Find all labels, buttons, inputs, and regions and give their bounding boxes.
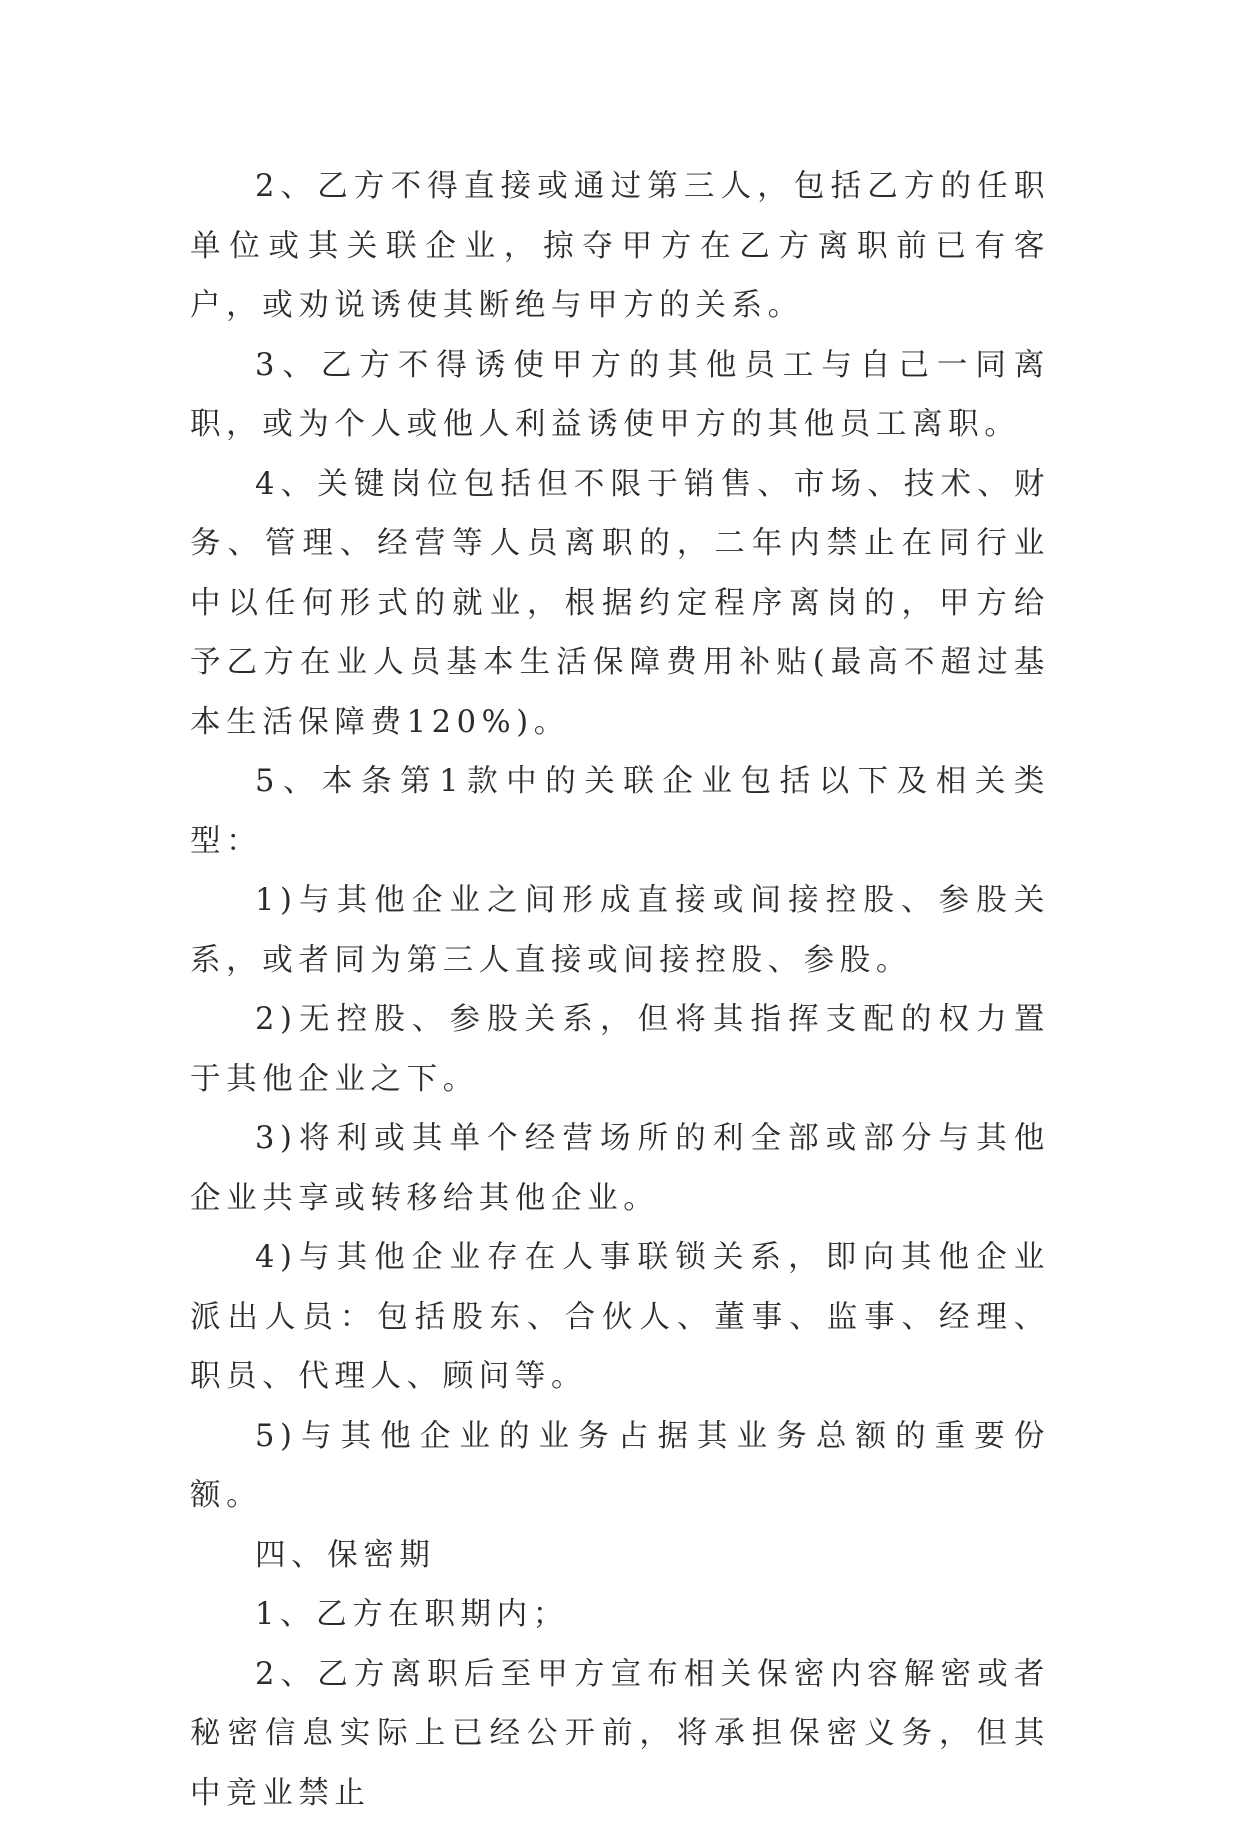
paragraph-clause-2: 2、乙方不得直接或通过第三人，包括乙方的任职单位或其关联企业，掠夺甲方在乙方离职前已有客户，或劝说诱使其断绝与甲方的关系。 (190, 157, 1050, 336)
paragraph-subitem-4: 4)与其他企业存在人事联锁关系，即向其他企业派出人员：包括股东、合伙人、董事、监事、经理、职员、代理人、顾问等。 (190, 1228, 1050, 1407)
paragraph-clause-3: 3、乙方不得诱使甲方的其他员工与自己一同离职，或为个人或他人利益诱使甲方的其他员工离职。 (190, 336, 1050, 455)
paragraph-clause-5: 5、本条第1款中的关联企业包括以下及相关类型： (190, 752, 1050, 871)
paragraph-subitem-1: 1)与其他企业之间形成直接或间接控股、参股关系，或者同为第三人直接或间接控股、参股。 (190, 871, 1050, 990)
paragraph-subitem-5: 5)与其他企业的业务占据其业务总额的重要份额。 (190, 1407, 1050, 1526)
section-heading-confidentiality-period: 四、保密期 (190, 1526, 1050, 1586)
paragraph-subitem-3: 3)将利或其单个经营场所的利全部或部分与其他企业共享或转移给其他企业。 (190, 1109, 1050, 1228)
paragraph-subitem-2: 2)无控股、参股关系，但将其指挥支配的权力置于其他企业之下。 (190, 990, 1050, 1109)
paragraph-clause-4: 4、关键岗位包括但不限于销售、市场、技术、财务、管理、经营等人员离职的，二年内禁止在同行业中以任何形式的就业，根据约定程序离岗的，甲方给予乙方在业人员基本生活保障费用补贴(最高不超过基本生活保障费120%)。 (190, 455, 1050, 753)
document-body (190, 157, 1050, 1823)
paragraph-period-1: 1、乙方在职期内； (190, 1585, 1050, 1645)
paragraph-period-2: 2、乙方离职后至甲方宣布相关保密内容解密或者秘密信息实际上已经公开前，将承担保密义务，但其中竞业禁止 (190, 1645, 1050, 1823)
